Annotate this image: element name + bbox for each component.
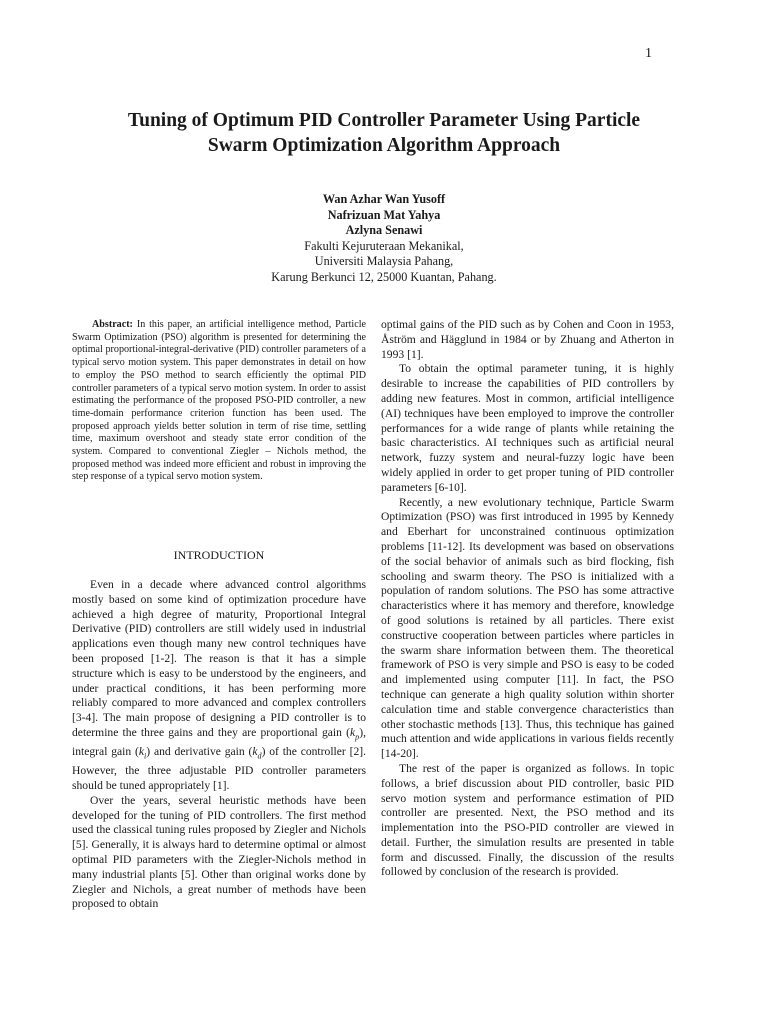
left-column-body <box>72 578 366 912</box>
affiliation-line: Universiti Malaysia Pahang, <box>314 254 454 269</box>
paragraph: optimal gains of the PID such as by Cohen and Coon in 1953, Åström and Hägglund in 1984 or by Zhuang and Atherton in 1993 [1]. <box>381 318 674 361</box>
introduction-heading: INTRODUCTION <box>173 548 265 562</box>
page-number: 1 <box>645 46 652 61</box>
title-line-1: Tuning of Optimum PID Controller Parameter Using Particle <box>127 110 641 131</box>
abstract <box>72 319 366 484</box>
author-name: Nafrizuan Mat Yahya <box>327 207 441 222</box>
paragraph: Over the years, several heuristic methods have been developed for the tuning of PID controllers. The first method used the classical tuning rules proposed by Ziegler and Nichols [5]. Generally, it is always hard to determine optimal or almost optimal PID parameters with the Ziegler-Nichols method in many industrial plants [5]. Other than original works done by Ziegler and Nichols, a great number of methods have been proposed to obtain <box>72 793 366 911</box>
paragraph: Even in a decade where advanced control algorithms mostly based on some kind of optimization procedure have achieved a high degree of maturity, Proportional Integral Derivative (PID) controllers are still widely used in industrial applications even though many new control techniques have been proposed [1-2]. The reason is that it has a simple structure which is easy to be understood by the engineers, and under practical conditions, it has been performing more reliably compared to more advanced and complex controllers [3-4]. The main propose of designing a PID controller is to determine the three gains and they are proportional gain $(k_p)$, integral gain $(k_i)$ and derivative gain $(k_d)$ of the controller [2]. However, the three adjustable PID controller parameters should be tuned appropriately [1]. <box>72 578 366 792</box>
paper-title <box>80 108 688 158</box>
author-name: Wan Azhar Wan Yusoff <box>322 192 446 206</box>
right-column-body <box>381 318 674 880</box>
title-line-2: Swarm Optimization Algorithm Approach <box>207 135 561 156</box>
affiliation-line: Fakulti Kejuruteraan Mekanikal, <box>304 238 464 253</box>
abstract-label: Abstract: <box>92 319 133 330</box>
author-name: Azlyna Senawi <box>345 223 423 238</box>
paragraph: Recently, a new evolutionary technique, Particle Swarm Optimization (PSO) was first introduced in 1995 by Kennedy and Eberhart for unconstrained continuous optimization problems [11-12]. Its development was based on observations of the social behavior of animals such as bird flocking, fish schooling and swarm theory. The PSO is initialized with a population of random solutions. The PSO has some attractive characteristics where it has memory and therefore, knowledge of good solutions is retained by all particles. There exist constructive cooperation between particles where particles in the swarm share information between them. The theoretical framework of PSO is very simple and PSO is easy to be coded and implemented using computer [11]. In fact, the PSO technique can generate a high quality solution within shorter calculation time and stable convergence characteristics than other stochastic methods [13]. Thus, this technique has gained much attention and wide applications in various fields recently [14-20]. <box>381 495 674 761</box>
affiliation-line: Karung Berkunci 12, 25000 Kuantan, Pahang. <box>271 269 497 284</box>
author-block <box>150 192 618 286</box>
abstract-text: In this paper, an artificial intelligence method, Particle Swarm Optimization (PSO) algorithm is presented for determining the optimal proportional-integral-derivative (PID) controller parameters of a typical servo motion system. This paper demonstrates in detail on how to employ the PSO method to search efficiently the optimal PID controller parameters of a typical servo motion system. In order to assist estimating the performance of the proposed PSO-PID controller, a new time-domain performance criterion function has been used. The proposed approach yields better solution in term of rise time, settling time, maximum overshoot and steady state error condition of the system. Compared to conventional Ziegler – Nichols method, the proposed method was indeed more efficient and robust in improving the step response of a typical servo motion system. <box>72 319 366 483</box>
paragraph: The rest of the paper is organized as follows. In topic follows, a brief discussion about PID controller, basic PID servo motion system and performance estimation of PID controller are presented. Next, the PSO method and its implementation into the PSO-PID controller are viewed in detail. Further, the simulation results are presented in table form and discussed. Finally, the discussion of the results followed by conclusion of the research is provided. <box>381 761 674 879</box>
paragraph: To obtain the optimal parameter tuning, it is highly desirable to increase the capabilities of PID controllers by adding new features. Most in common, artificial intelligence (AI) techniques have been employed to improve the controller performances for a wide range of plants while retaining the basic characteristics. AI techniques such as artificial neural network, fuzzy system and neural-fuzzy logic have been widely applied in order to get proper tuning of PID controller parameters [6-10]. <box>381 362 674 494</box>
